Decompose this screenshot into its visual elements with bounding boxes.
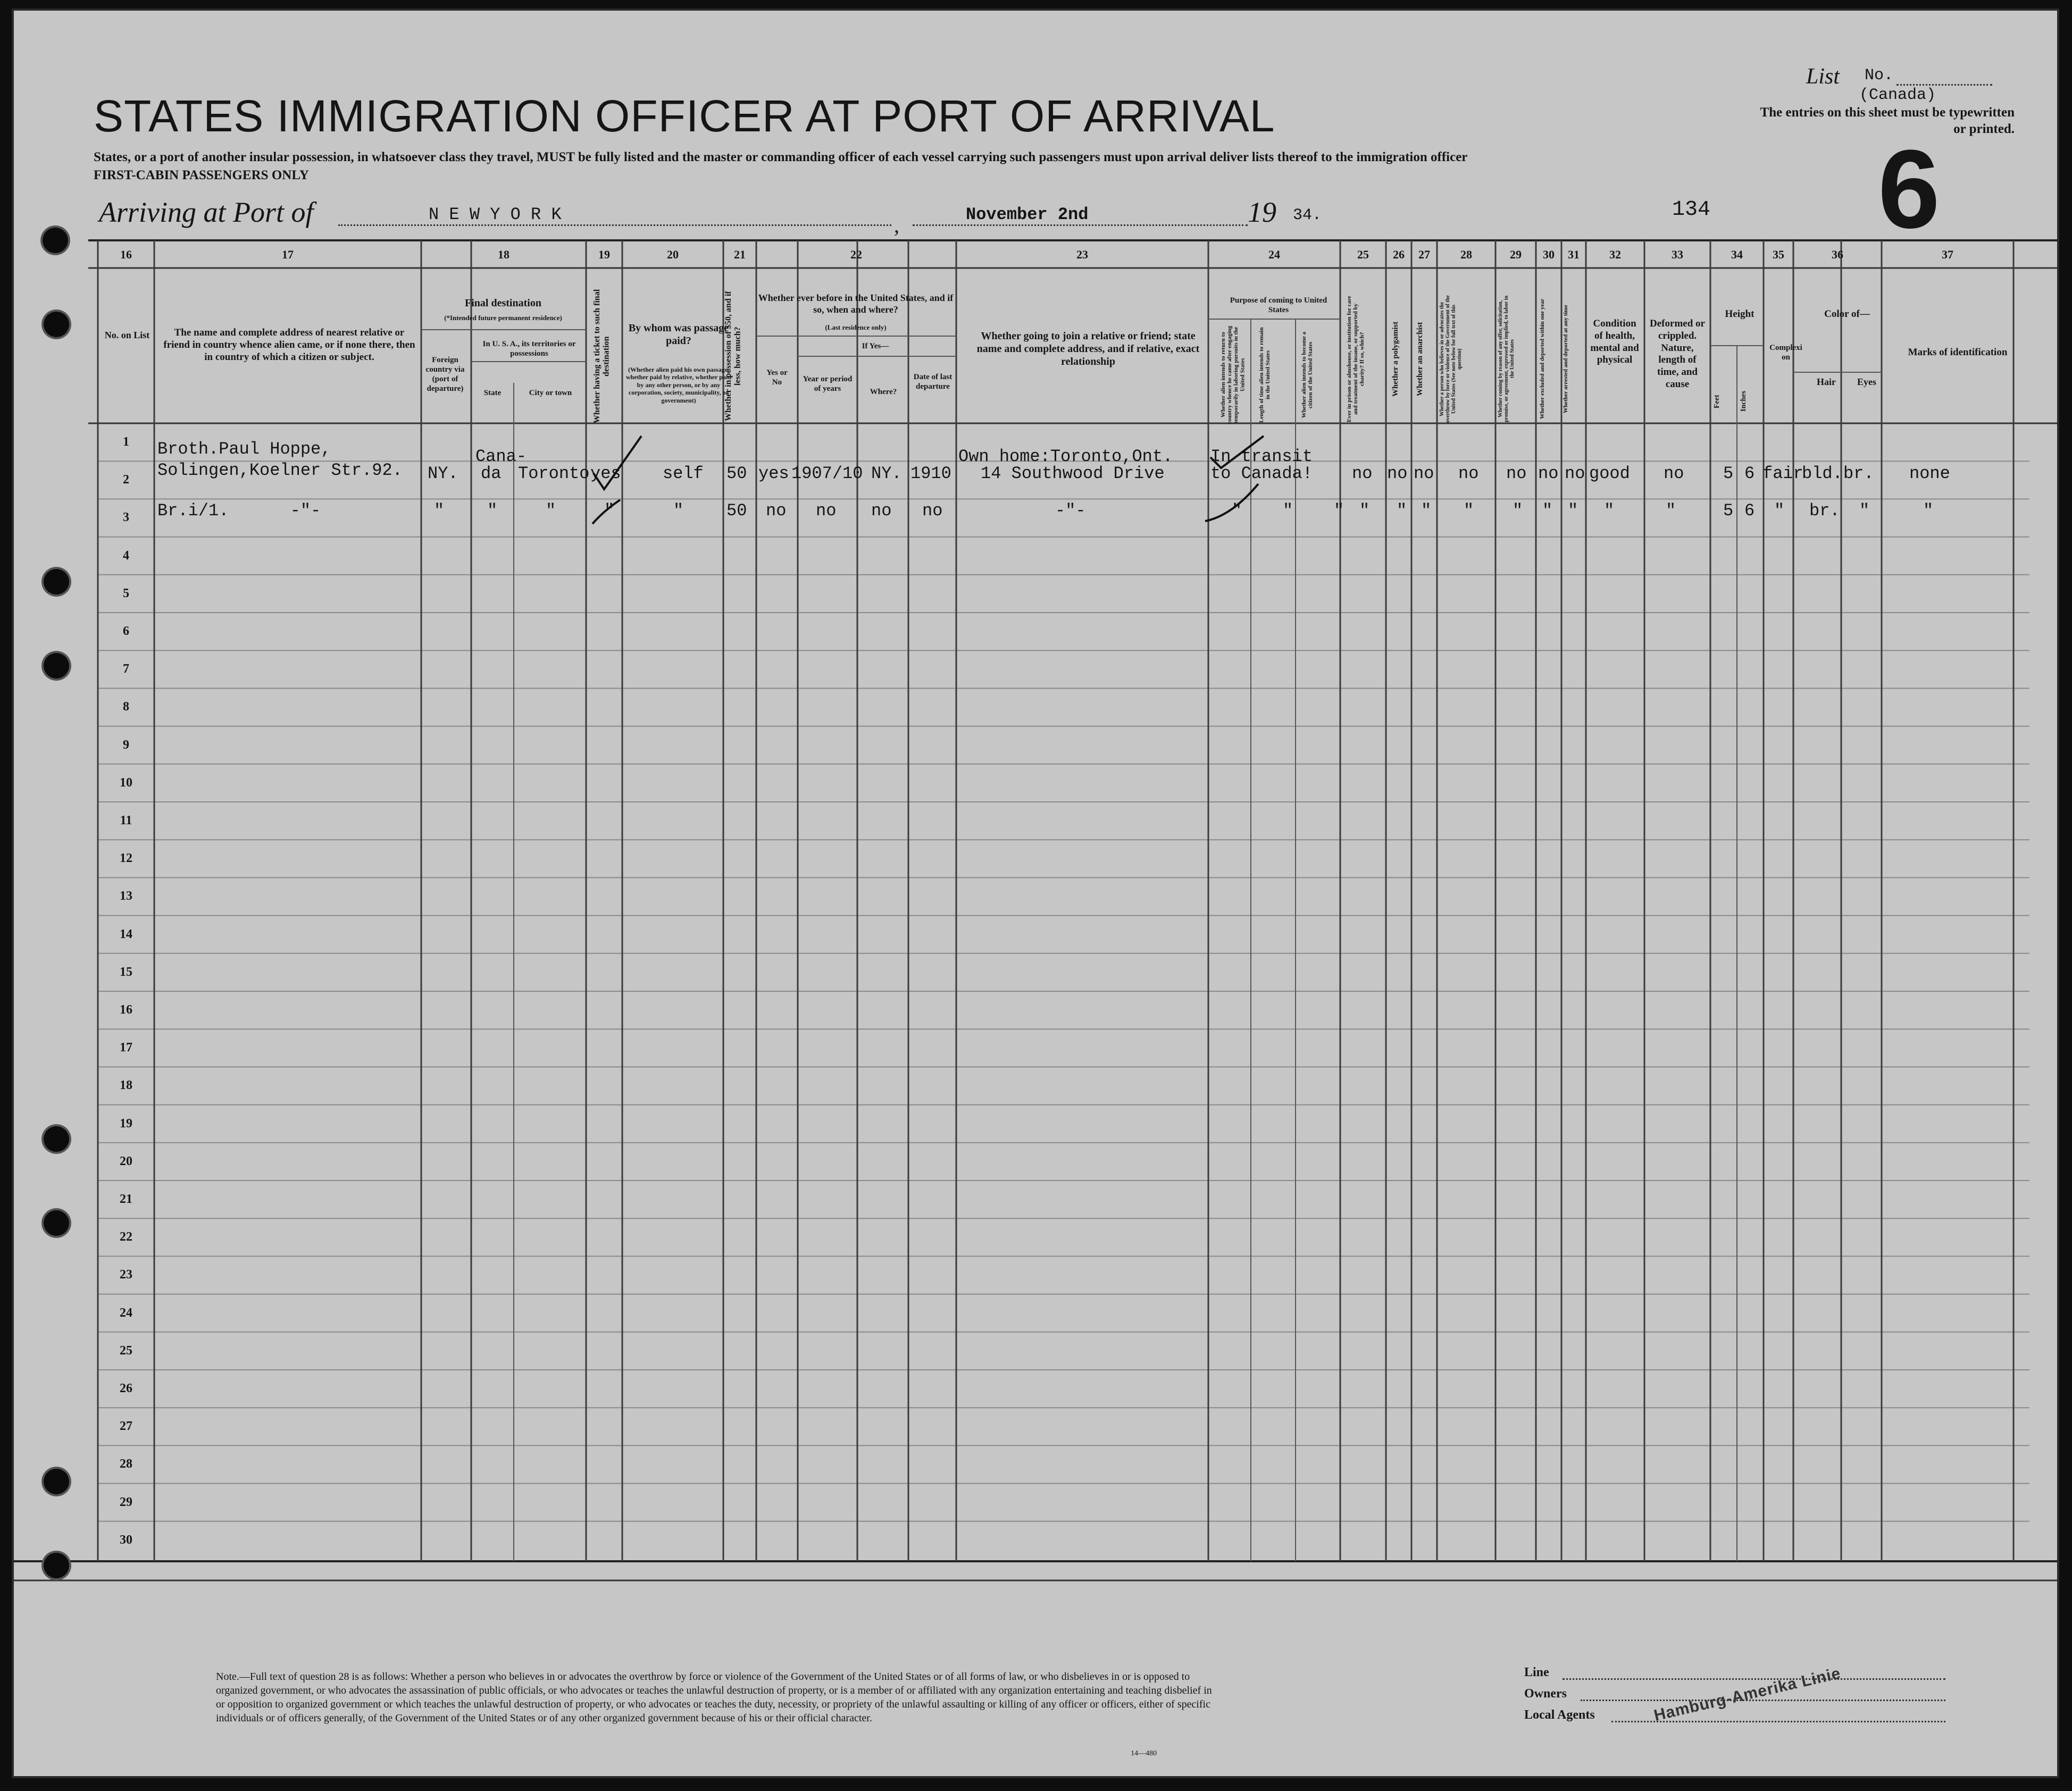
binder-hole xyxy=(44,1126,69,1152)
row1-feet: 5 xyxy=(1723,464,1734,483)
column-number: 20 xyxy=(667,248,679,261)
row1-state-line1: Cana- xyxy=(475,447,527,466)
header-c22-where: Where? xyxy=(870,388,897,396)
row-number: 20 xyxy=(120,1154,132,1168)
row-number: 1 xyxy=(123,435,129,449)
header-c32: Condition of health, mental and physical xyxy=(1590,318,1639,366)
row2-join: -"- xyxy=(1055,501,1086,521)
row2-paid-by: " xyxy=(673,501,684,521)
header-c22: Whether ever before in the United States, and if so, when and where? xyxy=(758,292,954,315)
row-number: 17 xyxy=(120,1041,132,1055)
year-prefix: 19 xyxy=(1248,196,1276,228)
header-c35: Complexion xyxy=(1769,344,1802,362)
row1-ticket: yes xyxy=(590,464,621,483)
instructions-text: States, or a port of another insular possession, in whatsoever class they travel, MUST be fully listed and the master or commanding officer of each vessel carrying such passengers must upon arrival deliver lists thereof to the immigration officer xyxy=(94,150,1468,164)
header-c18: Final destination xyxy=(465,297,541,309)
header-c29: Whether coming by reason of any offer, solicitation, promise, or agreement, expressed or implied, to labor in the United States xyxy=(1498,295,1515,423)
row-number: 29 xyxy=(120,1495,132,1509)
header-c36-eyes: Eyes xyxy=(1857,376,1876,387)
row-number: 30 xyxy=(120,1533,132,1547)
header-c26: Whether a polygamist xyxy=(1391,321,1400,397)
row1-eyes: br. xyxy=(1843,464,1874,483)
row1-c26: no xyxy=(1387,464,1408,483)
arrival-date: November 2nd xyxy=(966,205,1089,224)
row1-paid-by: self xyxy=(663,464,704,483)
header-c24-a: Whether alien intends to return to country whence he came after engaging temporarily in laboring pursuits in the United States xyxy=(1220,325,1246,424)
line-underline xyxy=(1563,1678,1945,1680)
row2-deformed: " xyxy=(1666,501,1676,521)
header-c25: Ever in prison or almshouse, or institution for care and treatment of the insane, or supported by charity? If so, which? xyxy=(1346,296,1366,422)
row2-years: no xyxy=(816,501,837,521)
row1-c27: no xyxy=(1414,464,1434,483)
manifest-sheet xyxy=(12,9,2059,1778)
row1-city: Toronto xyxy=(518,464,590,483)
row2-relative: Br.i/1. -"- xyxy=(157,501,321,521)
column-number: 27 xyxy=(1418,248,1430,261)
column-number: 36 xyxy=(1832,248,1843,261)
header-c24: Purpose of coming to United States xyxy=(1230,296,1327,314)
row2-state: " xyxy=(487,501,498,521)
row1-purpose-line1: In transit xyxy=(1210,447,1313,466)
column-number: 33 xyxy=(1672,248,1683,261)
row2-c29: " xyxy=(1513,501,1523,521)
header-c24-b: Length of time alien intends to remain in the United States xyxy=(1258,327,1272,423)
row1-foreign: NY. xyxy=(428,464,458,483)
local-agents-label: Local Agents xyxy=(1524,1708,1595,1722)
binder-hole xyxy=(44,653,69,679)
row-number: 4 xyxy=(123,548,129,563)
list-label: List xyxy=(1806,64,1840,89)
binder-hole xyxy=(44,1210,69,1236)
header-c28: Whether a person who believes in or advocates the overthrow by force or violence of the Government of the United States (See note below for full text of this question) xyxy=(1439,295,1463,423)
header-c22-date: Date of last departure xyxy=(913,373,953,391)
row-number: 12 xyxy=(120,851,132,866)
line-label: Line xyxy=(1524,1666,1549,1679)
row-number: 10 xyxy=(120,775,132,790)
arriving-label: Arriving at Port of xyxy=(99,196,314,228)
binder-hole xyxy=(44,1553,69,1578)
row-number: 26 xyxy=(120,1382,132,1395)
list-country: (Canada) xyxy=(1859,86,1936,104)
row-number: 14 xyxy=(120,927,132,941)
row1-last-departure: 1910 xyxy=(910,464,951,483)
row1-money: 50 xyxy=(726,464,747,483)
row1-complexion: fair xyxy=(1762,464,1803,483)
row1-state-line2: da xyxy=(481,464,502,483)
column-number: 16 xyxy=(120,248,132,261)
row1-health: good xyxy=(1589,464,1630,483)
header-c34-feet: Feet xyxy=(1713,395,1721,408)
header-c20-sub: (Whether alien paid his own passage, whether paid by relative, whether paid by any other person, or by any corporation, society, municipality, or government) xyxy=(625,366,731,404)
row2-marks: " xyxy=(1923,501,1934,521)
row1-years: 1907/10 xyxy=(791,464,863,483)
row2-inches: 6 xyxy=(1744,501,1755,521)
row-number: 16 xyxy=(120,1003,132,1017)
row1-join-line2: 14 Southwood Drive xyxy=(981,464,1165,483)
row1-c29: no xyxy=(1506,464,1527,483)
header-c22-yesno: Yes or No xyxy=(766,369,788,387)
row-number: 21 xyxy=(120,1192,132,1206)
header-c24-c: Whether alien intends to become a citizen of the United States xyxy=(1301,331,1314,419)
header-c18-city: City or town xyxy=(529,389,572,397)
row2-hair: br. xyxy=(1809,501,1840,521)
list-no: No. xyxy=(1865,66,1894,85)
column-number: 24 xyxy=(1268,248,1280,261)
column-number: 28 xyxy=(1460,248,1472,261)
header-c37: Marks of identification xyxy=(1908,347,2008,358)
port-value: N E W Y O R K xyxy=(429,205,562,224)
header-c18-foreign: Foreign country via (port of departure) xyxy=(425,356,465,393)
header-c18-state: State xyxy=(483,389,502,397)
header-c34: Height xyxy=(1725,308,1754,320)
column-number: 34 xyxy=(1731,248,1743,261)
row-number: 23 xyxy=(120,1268,132,1282)
binder-hole xyxy=(43,228,68,253)
header-c19: Whether having a ticket to such final destination xyxy=(592,289,611,424)
row2-eyes: " xyxy=(1859,501,1870,521)
page-reference: 134 xyxy=(1672,198,1711,222)
header-c36: Color of— xyxy=(1824,308,1870,320)
header-c34-inches: Inches xyxy=(1740,391,1748,412)
column-number: 37 xyxy=(1942,248,1953,261)
class-line: FIRST-CABIN PASSENGERS ONLY xyxy=(94,168,309,182)
owners-label: Owners xyxy=(1524,1687,1567,1701)
column-number: 22 xyxy=(850,248,862,261)
row1-hair: bld. xyxy=(1802,464,1843,483)
row2-city: " xyxy=(546,501,556,521)
sheet-number: 6 xyxy=(1878,127,1940,252)
header-c22-ifyes: If Yes— xyxy=(862,342,889,350)
header-c30: Whether excluded and deported within one year xyxy=(1539,298,1545,420)
row2-last-departure: no xyxy=(922,501,943,521)
column-number: 18 xyxy=(498,248,509,261)
header-c22-sub: (Last residence only) xyxy=(825,323,887,331)
row1-before: yes xyxy=(758,464,789,483)
form-number: 14—480 xyxy=(1131,1750,1157,1757)
header-c31: Whether arrested and deported at any time xyxy=(1563,305,1569,413)
column-number: 17 xyxy=(282,248,294,261)
row2-c25: " xyxy=(1359,501,1370,521)
row-number: 27 xyxy=(120,1419,132,1434)
row1-purpose-line2: to Canada! xyxy=(1210,464,1313,483)
row2-purpose: " " " xyxy=(1232,501,1344,521)
row-number: 7 xyxy=(123,662,129,676)
row1-marks: none xyxy=(1909,464,1950,483)
header-c27: Whether an anarchist xyxy=(1416,322,1424,396)
header-c18-usa: In U. S. A., its territories or possessions xyxy=(482,340,576,358)
row2-foreign: " xyxy=(434,501,445,521)
row1-where: NY. xyxy=(871,464,902,483)
column-number: 31 xyxy=(1568,248,1580,261)
form-grid xyxy=(14,11,2059,1778)
header-c36-hair: Hair xyxy=(1817,376,1836,387)
row1-c25: no xyxy=(1352,464,1373,483)
header-c17: The name and complete address of nearest relative or friend in country whence alien came, or if none there, then in country of which a citizen or subject. xyxy=(163,327,415,363)
checkmark-icon xyxy=(1200,431,1274,537)
column-number: 32 xyxy=(1609,248,1621,261)
header-c33: Deformed or crippled. Nature, length of time, and cause xyxy=(1650,318,1705,390)
row2-money: 50 xyxy=(726,501,747,521)
row1-relative-line1: Broth.Paul Hoppe, xyxy=(157,439,331,459)
header-c23: Whether going to join a relative or friend; state name and complete address, and if relative, exact relationship xyxy=(976,330,1200,367)
header-c16: No. on List xyxy=(104,330,150,340)
row2-where: no xyxy=(871,501,892,521)
binder-hole xyxy=(44,569,69,595)
row1-c31: no xyxy=(1565,464,1585,483)
row-number: 8 xyxy=(123,700,129,714)
binder-hole xyxy=(44,312,69,337)
column-number: 21 xyxy=(734,248,746,261)
row1-c30: no xyxy=(1538,464,1559,483)
row-number: 6 xyxy=(123,624,129,638)
row1-deformed: no xyxy=(1664,464,1684,483)
row-number: 11 xyxy=(120,814,132,827)
row-number: 2 xyxy=(123,473,129,487)
row1-c28: no xyxy=(1458,464,1479,483)
header-c18-sub: (*Intended future permanent residence) xyxy=(444,314,562,322)
row-number: 3 xyxy=(123,510,129,525)
page-title: STATES IMMIGRATION OFFICER AT PORT OF ARRIVAL xyxy=(94,91,1275,141)
shipping-line-stamp: Hamburg-Amerika Linie xyxy=(1652,1664,1843,1725)
row-number: 25 xyxy=(120,1343,132,1358)
row2-before: no xyxy=(766,501,787,521)
row2-c27: " xyxy=(1421,501,1432,521)
row-number: 5 xyxy=(123,586,129,600)
row-number: 13 xyxy=(120,889,132,903)
row2-feet: 5 xyxy=(1723,501,1734,521)
row2-ticket: " xyxy=(604,501,615,521)
column-number: 26 xyxy=(1393,248,1405,261)
row2-c28: " xyxy=(1464,501,1474,521)
column-number: 25 xyxy=(1357,248,1369,261)
row2-c30: " xyxy=(1542,501,1553,521)
header-c22-year: Year or period of years xyxy=(803,375,853,393)
binder-hole xyxy=(44,1469,69,1494)
row-number: 15 xyxy=(120,965,132,979)
row2-health: " xyxy=(1604,501,1615,521)
comma-mark: , xyxy=(894,213,899,237)
checkmark-icon xyxy=(588,431,663,537)
year-suffix: 34. xyxy=(1293,206,1322,224)
column-number: 19 xyxy=(598,248,610,261)
header-c20: By whom was passage paid? xyxy=(628,322,729,347)
row-number: 9 xyxy=(123,738,129,752)
row2-c31: " xyxy=(1568,501,1578,521)
row1-join-line1: Own home:Toronto,Ont. xyxy=(958,447,1173,466)
header-c21: Whether in possession of $50, and if less, how much? xyxy=(724,291,742,422)
column-number: 29 xyxy=(1510,248,1522,261)
row-number: 28 xyxy=(120,1457,132,1471)
column-number: 30 xyxy=(1543,248,1555,261)
row-number: 22 xyxy=(120,1230,132,1244)
row2-complexion: " xyxy=(1774,501,1785,521)
row-number: 19 xyxy=(120,1116,132,1131)
row-number: 24 xyxy=(120,1305,132,1320)
footnote-q28: Note.—Full text of question 28 is as follows: Whether a person who believes in or advocates the overthrow by force or violence of the Government of the United States or of all forms of law, or who disbelieves in or is opposed to organized government, or who advocates the assassination of public officials, or who advocates or teaches the unlawful destruction of property, or is a member of or affiliated with any organization entertaining and teaching disbelief in or opposition to organized government or which teaches the unlawful destruction of property, or who advocates or teaches the duty, necessity, or propriety of the unlawful assaulting or killing of any officer or officers, either of specific individuals or of officers generally, of the Government of the United States or of any other organized government because of his or their official character. xyxy=(216,1671,1212,1724)
list-note: The entries on this sheet must be typewritten or printed. xyxy=(1760,105,2015,137)
row1-inches: 6 xyxy=(1744,464,1755,483)
row-number: 18 xyxy=(120,1078,132,1093)
column-number: 35 xyxy=(1773,248,1784,261)
column-number: 23 xyxy=(1076,248,1088,261)
row2-c26: " xyxy=(1397,501,1407,521)
row1-relative-line2: Solingen,Koelner Str.92. xyxy=(157,461,403,480)
